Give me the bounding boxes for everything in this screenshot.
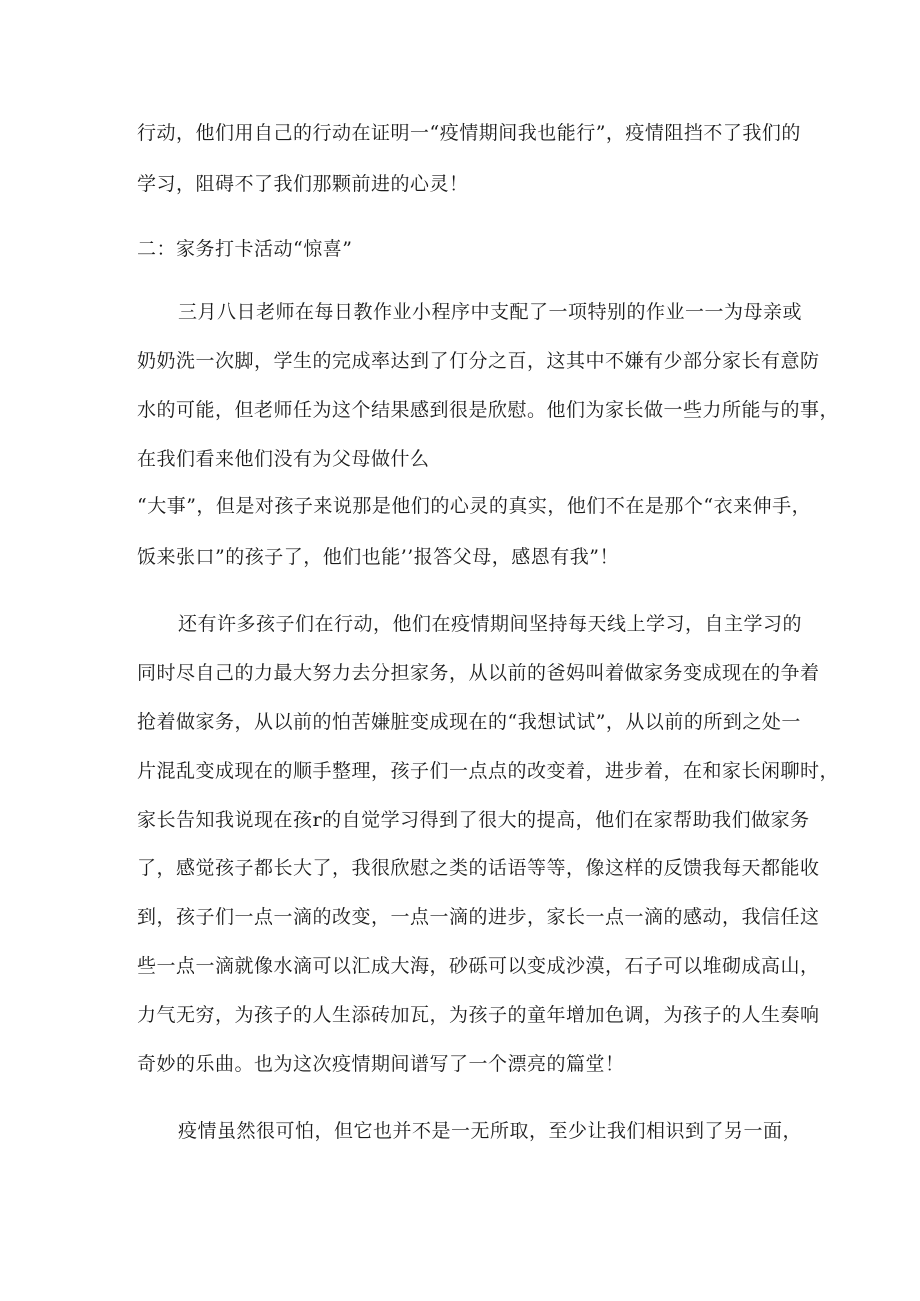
paragraph-2-line-1: 三月八日老师在每日教作业小程序中支配了一项特别的作业一一为母亲或: [178, 301, 803, 323]
paragraph-3-line-6: 了，感觉孩子都长大了，我很欣慰之类的话语等等，像这样的反馈我每天都能收: [137, 857, 820, 879]
paragraph-3-line-2: 同时尽自己的力最大努力去分担家务，从以前的爸妈叫着做家务变成现在的争着: [137, 662, 820, 684]
paragraph-2-line-6: 饭来张口”的孩子了，他们也能’’报答父母，感恩有我”！: [137, 546, 620, 568]
paragraph-2-line-4: 在我们看来他们没有为父母做什么: [137, 448, 430, 470]
paragraph-3-line-10: 奇妙的乐曲。也为这次疫情期间谱写了一个漂亮的篇堂！: [137, 1053, 625, 1075]
paragraph-1-line-1: 行动，他们用自己的行动在证明一“疫情期间我也能行”，疫情阻挡不了我们的: [137, 122, 801, 144]
section-heading: 二：家务打卡活动“惊喜”: [137, 238, 353, 260]
paragraph-4-line-1: 疫情虽然很可怕，但它也并不是一无所取，至少让我们相识到了另一面，: [178, 1120, 803, 1142]
paragraph-2-line-5: “大事”，但是对孩子来说那是他们的心灵的真实，他们不在是那个“衣来伸手，: [137, 495, 812, 517]
paragraph-3-line-9: 力气无穷，为孩子的人生添砖加瓦，为孩子的童年增加色调，为孩子的人生奏响: [137, 1004, 820, 1026]
paragraph-2-line-2: 奶奶洗一次脚，学生的完成率达到了仃分之百，这其中不嫌有少部分家长有意防: [137, 350, 820, 372]
paragraph-3-line-8: 些一点一滴就像水滴可以汇成大海，砂砾可以变成沙漠，石子可以堆砌成高山，: [137, 955, 820, 977]
paragraph-3-line-7: 到，孩子们一点一滴的改变，一点一滴的进步，家长一点一滴的感动，我信任这: [137, 906, 820, 928]
paragraph-1-line-2: 学习，阻碍不了我们那颗前进的心灵！: [137, 173, 469, 195]
paragraph-3-line-5: 家长告知我说现在孩r的自觉学习得到了很大的提高，他们在家帮助我们做家务: [137, 809, 810, 831]
paragraph-3-line-1: 还有许多孩子们在行动，他们在疫情期间坚持每天线上学习，自主学习的: [178, 613, 803, 635]
paragraph-3-line-4: 片混乱变成现在的顺手整理，孩子们一点点的改变着，进步着，在和家长闲聊时，: [137, 760, 840, 782]
paragraph-3-line-3: 抢着做家务，从以前的怕苦嫌脏变成现在的“我想试试”，从以前的所到之处一: [137, 711, 801, 733]
paragraph-2-line-3: 水的可能，但老师任为这个结果感到很是欣慰。他们为家长做一些力所能与的事，: [137, 399, 840, 421]
